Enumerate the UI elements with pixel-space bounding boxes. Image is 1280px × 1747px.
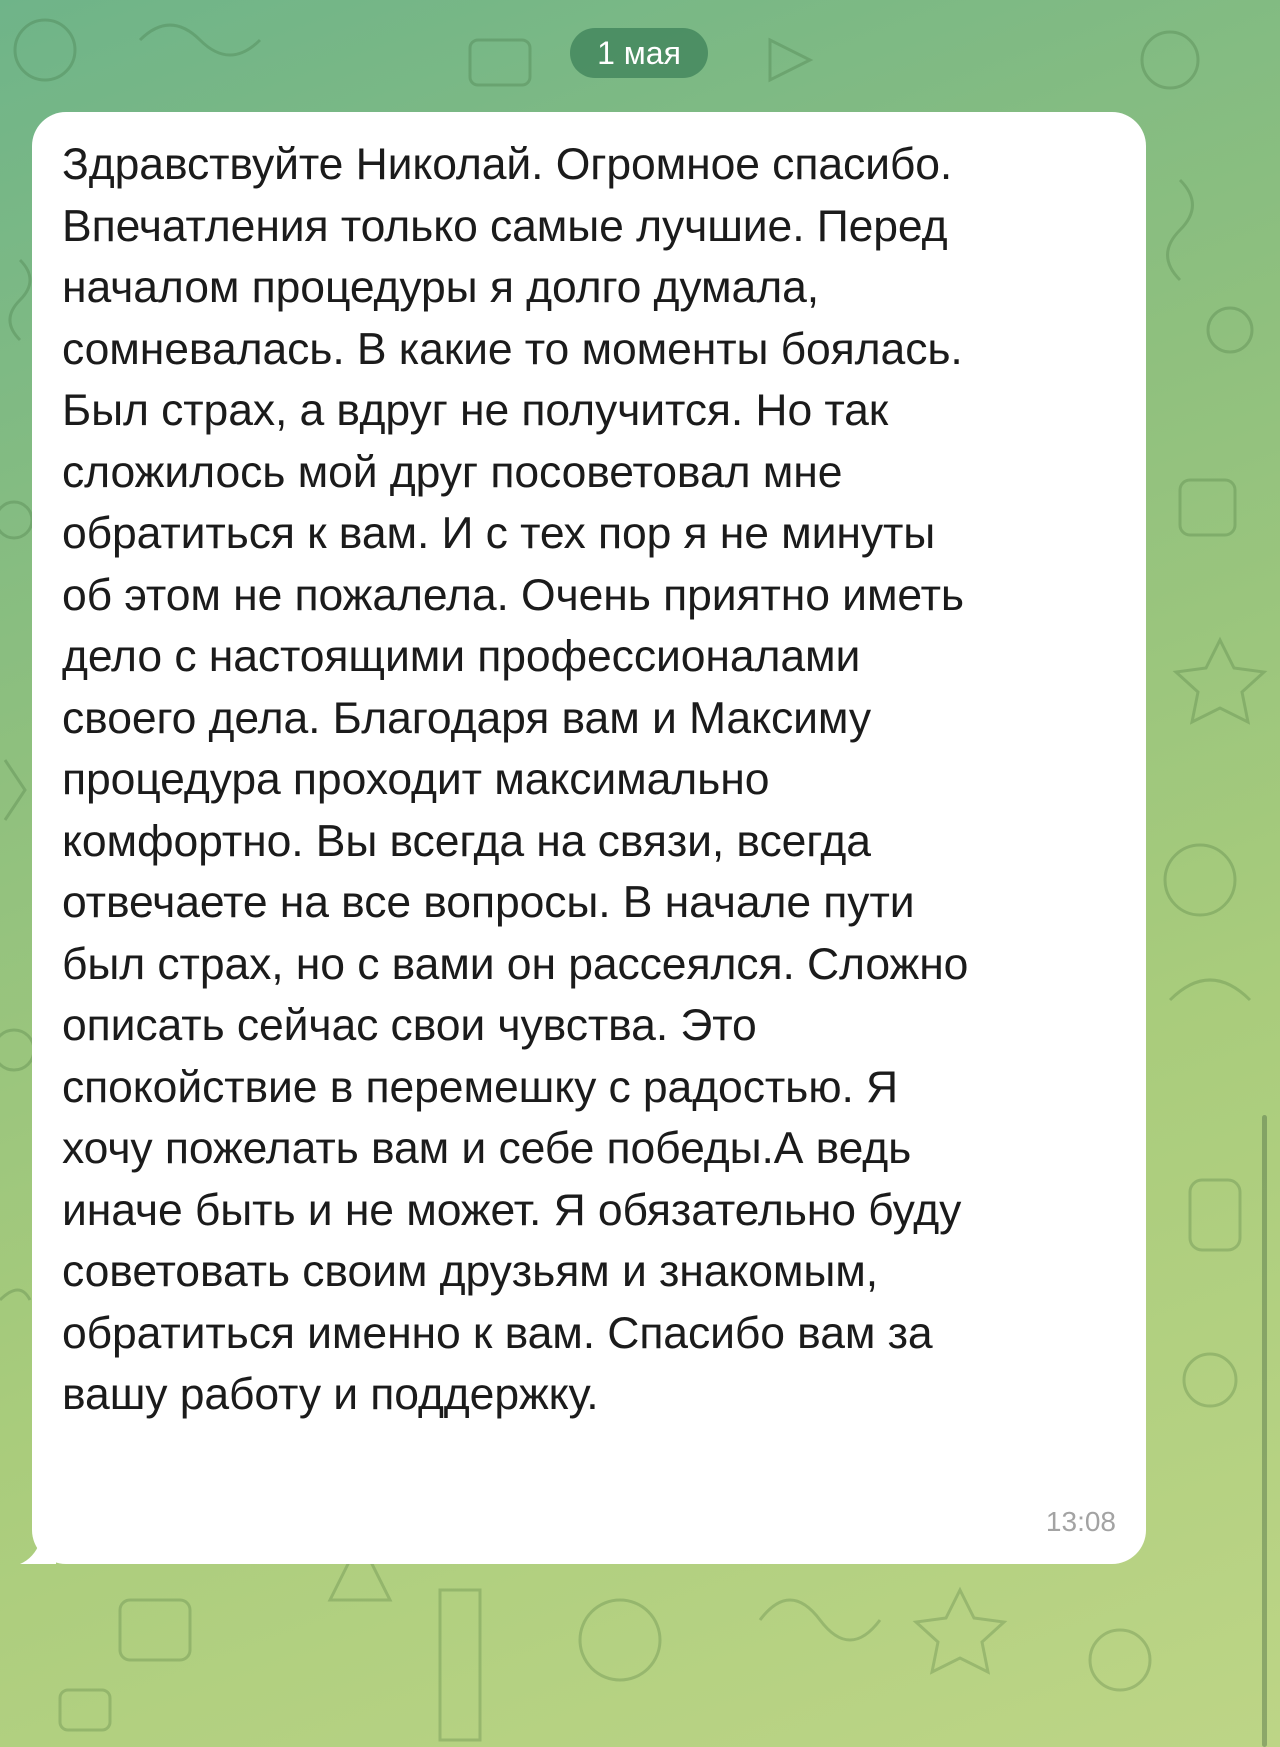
message-timestamp: 13:08	[1045, 1506, 1116, 1537]
chat-scrollbar[interactable]	[1262, 1115, 1267, 1747]
date-label: 1 мая	[597, 35, 681, 71]
incoming-message-bubble[interactable]	[32, 112, 1146, 1564]
date-separator	[570, 28, 708, 78]
message-text: Здравствуйте Николай. Огромное спасибо. Впечатления только самые лучшие. Перед началом процедуры я долго думала, сомневалась. В какие то моменты боялась. Был страх, а вдруг не получится. Но так сложилось мой друг посоветовал мне обратиться к вам. И с тех пор я не минуты об этом не пожалела. Очень приятно иметь дело с настоящими профессионалами своего дела. Благодаря вам и Максиму процедура проходит максимально комфортно. Вы всегда на связи, всегда отвечаете на все вопросы. В начале пути был страх, но с вами он рассеялся. Сложно описать сейчас свои чувства. Это спокойствие в перемешку с радостью. Я хочу пожелать вам и себе победы.А ведь иначе быть и не может. Я обязательно буду советовать своим друзьям и знакомым, обратиться именно к вам. Спасибо вам за вашу работу и поддержку.	[62, 140, 969, 1419]
